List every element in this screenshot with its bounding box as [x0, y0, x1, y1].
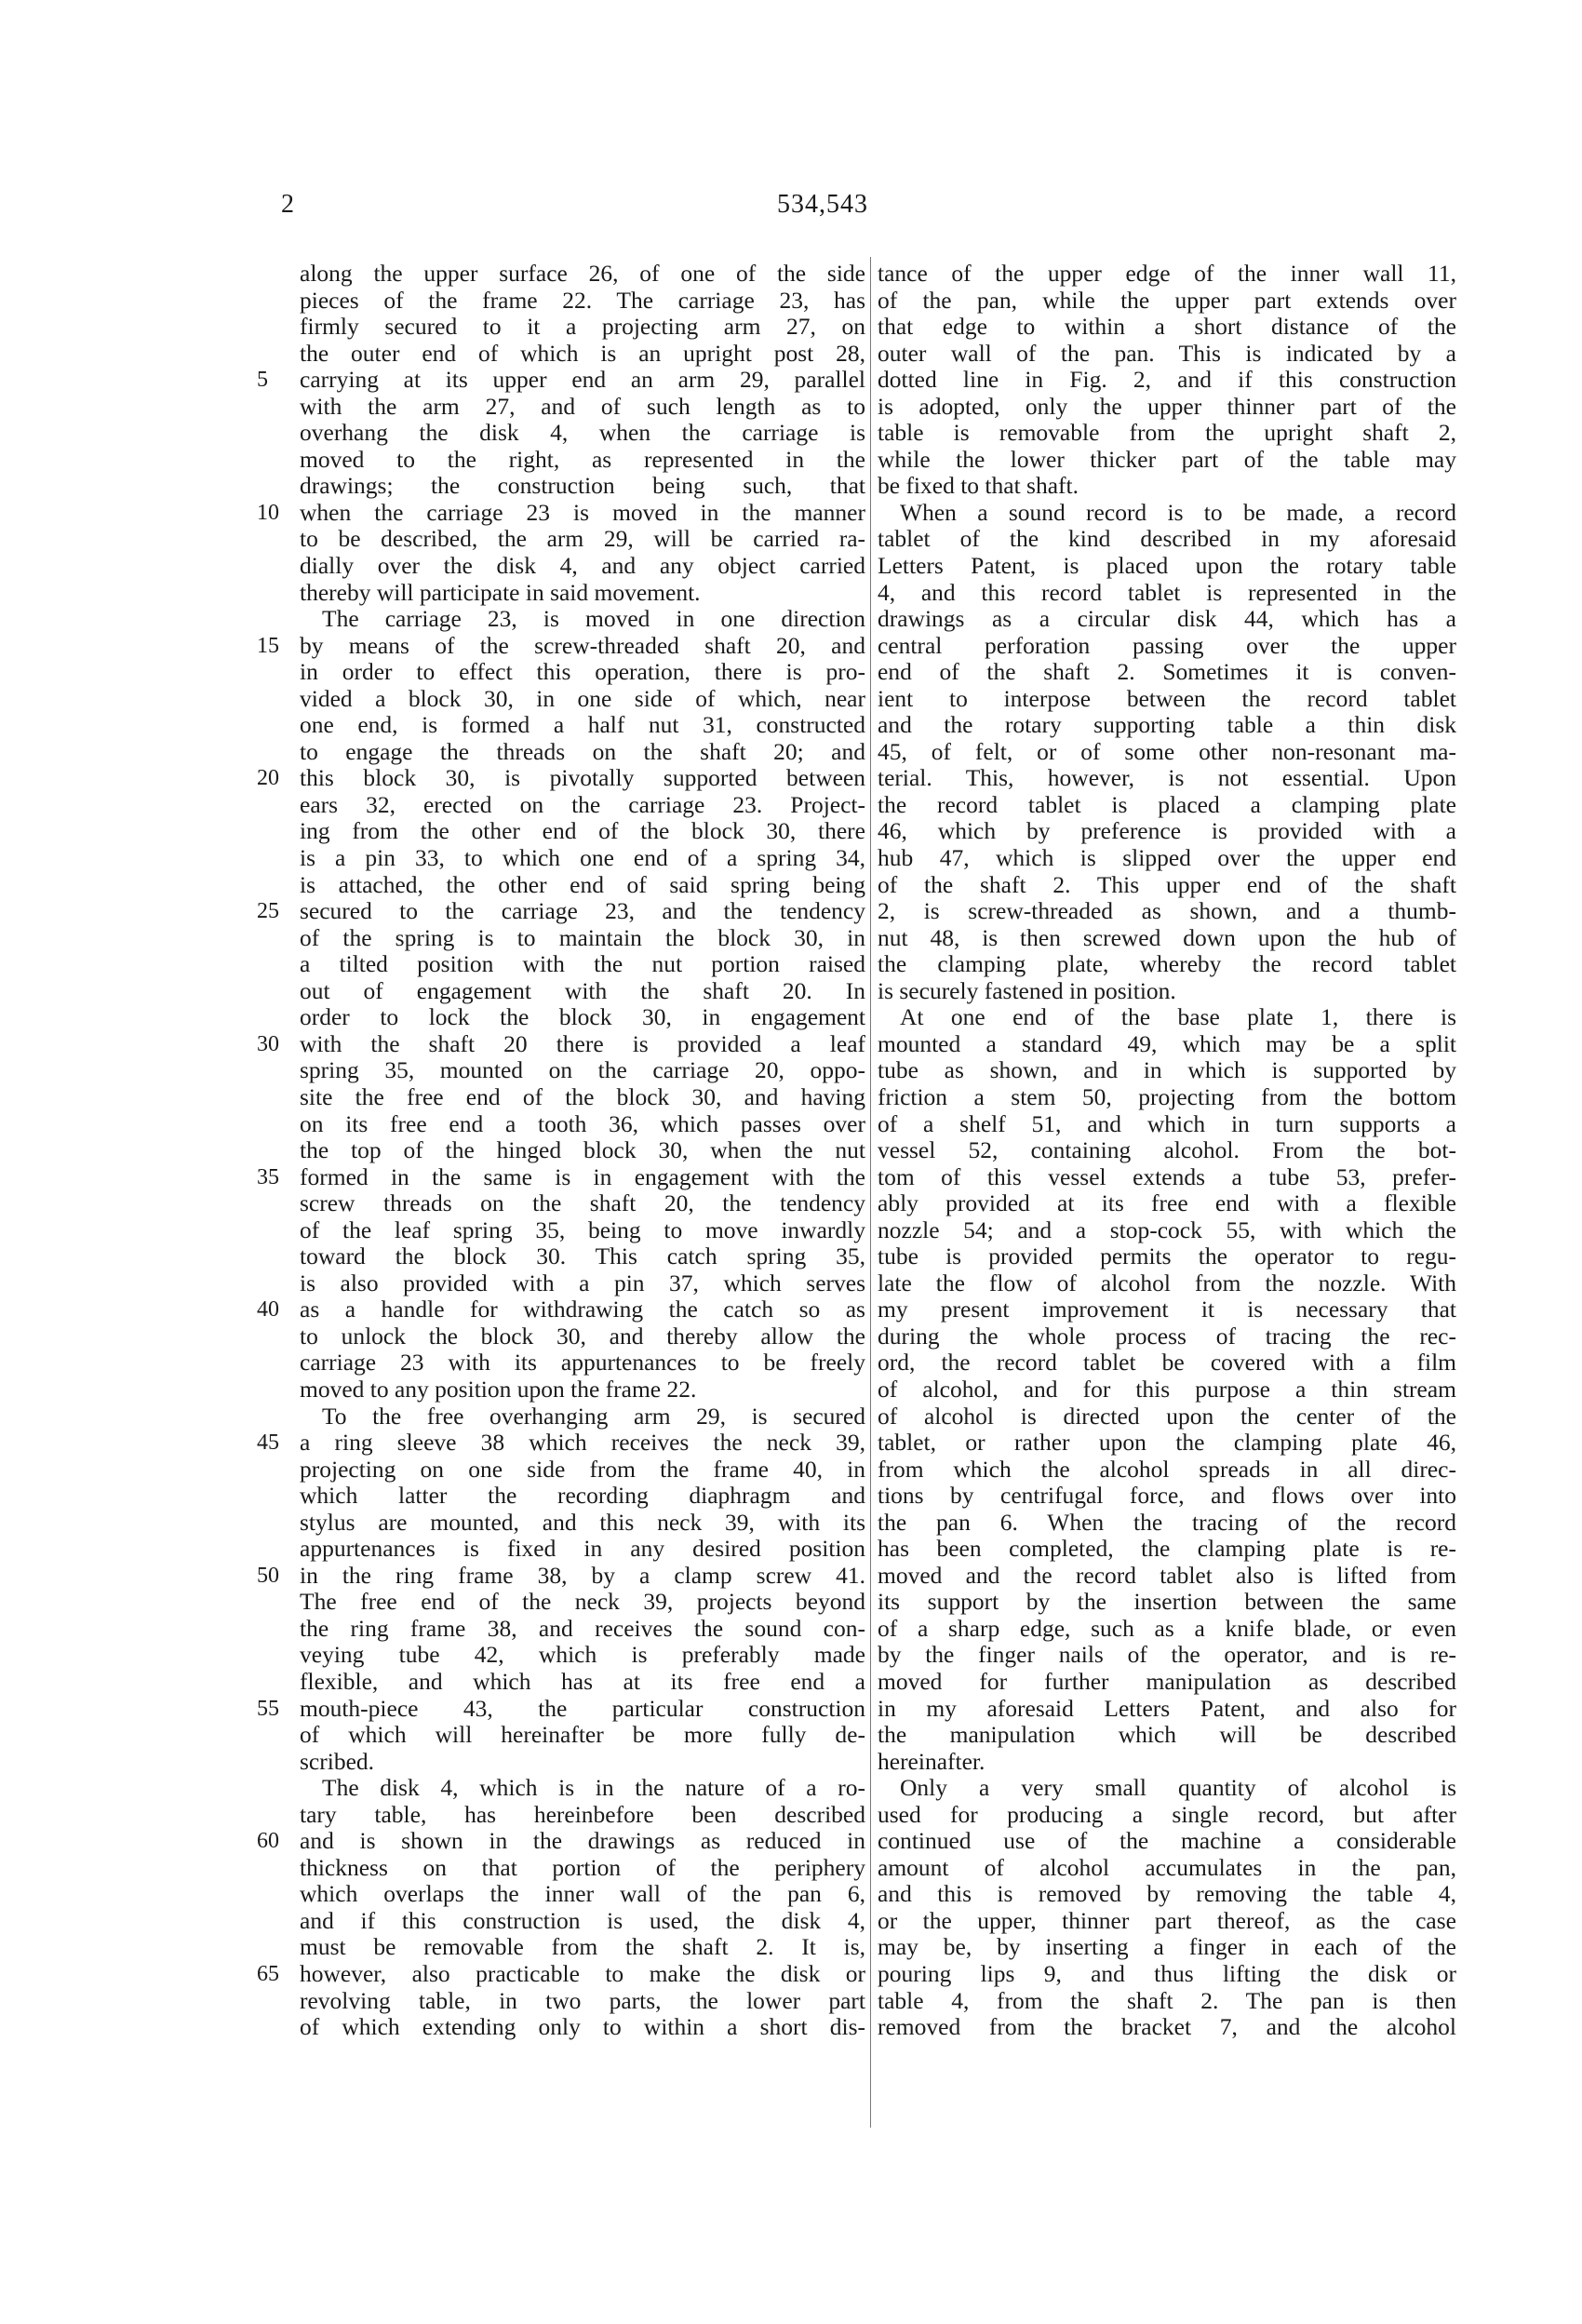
text-line-content: removed from the bracket 7, and the alcohol: [878, 2013, 1456, 2041]
text-line: [257, 897, 865, 925]
text-line-content: with the arm 27, and of such length as to: [300, 392, 865, 420]
text-line-content: continued use of the machine a considerable: [878, 1827, 1456, 1855]
text-line: [257, 631, 865, 660]
text-line-content: be fixed to that shaft.: [878, 472, 1079, 500]
text-line: [878, 420, 1456, 447]
text-line: [878, 1084, 1456, 1111]
text-line-content: during the whole process of tracing the rec-: [878, 1322, 1456, 1350]
text-line-content: Only a very small quantity of alcohol is: [900, 1774, 1456, 1802]
text-line: [878, 1536, 1456, 1563]
text-line-content: and if this construction is used, the disk 4,: [300, 1906, 865, 1934]
text-line: [878, 712, 1456, 739]
text-line: [878, 1057, 1456, 1084]
text-line-content: in my aforesaid Letters Patent, and also for: [878, 1694, 1456, 1722]
text-line: [300, 951, 865, 978]
text-line-content: carriage 23 with its appurtenances to be freely: [300, 1349, 865, 1377]
text-line: [878, 447, 1456, 474]
text-line: [878, 633, 1456, 660]
text-line-content: is adopted, only the upper thinner part of the: [878, 392, 1456, 420]
text-line: [300, 1350, 865, 1377]
text-line-content: mounted a standard 49, which may be a split: [878, 1029, 1456, 1057]
text-line: [300, 288, 865, 315]
text-line-content: may be, by inserting a finger in each of the: [878, 1933, 1456, 1961]
text-line-content: moved to the right, as represented in the: [300, 445, 865, 473]
text-line-content: revolving table, in two parts, the lower part: [300, 1986, 865, 2014]
text-line-content: is attached, the other end of said spring being: [300, 870, 865, 898]
text-line: [878, 1164, 1456, 1191]
text-line-content: nut 48, is then screwed down upon the hub of: [878, 923, 1456, 951]
text-line-content: ing from the other end of the block 30, there: [300, 817, 865, 845]
text-line-content: of alcohol, and for this purpose a thin stream: [878, 1375, 1456, 1403]
text-line-content: of the spring is to maintain the block 30, in: [300, 923, 865, 951]
text-line-content: of the shaft 2. This upper end of the shaft: [878, 870, 1456, 898]
text-line-content: formed in the same is in engagement with the: [300, 1162, 865, 1190]
text-line-content: site the free end of the block 30, and having: [300, 1082, 865, 1110]
text-line: [878, 1642, 1456, 1669]
line-number: 30: [257, 1031, 279, 1056]
line-number: 55: [257, 1696, 279, 1721]
text-line-content: when the carriage 23 is moved in the manner: [300, 498, 865, 526]
line-number: 45: [257, 1431, 279, 1456]
text-line: [300, 792, 865, 819]
text-line-content: tablet, or rather upon the clamping plate 46,: [878, 1429, 1456, 1457]
text-line: [878, 1270, 1456, 1297]
text-line: [300, 1190, 865, 1217]
text-line: [300, 1749, 865, 1776]
right-text-column: [878, 261, 1456, 2041]
text-line: [300, 1323, 865, 1350]
text-line-content: with the shaft 20 there is provided a leaf: [300, 1029, 865, 1057]
text-line: [300, 1270, 865, 1297]
line-number: 25: [257, 899, 279, 924]
text-line: [300, 447, 865, 474]
text-line: [878, 792, 1456, 819]
line-number: 20: [257, 766, 279, 791]
text-line: [300, 606, 865, 633]
text-line: [300, 818, 865, 845]
page-number: 2: [281, 190, 294, 219]
text-line: [878, 1031, 1456, 1058]
line-number: 65: [257, 1962, 279, 1986]
text-line-content: has been completed, the clamping plate is re-: [878, 1535, 1456, 1563]
text-line: [300, 1642, 865, 1669]
text-line: [300, 1111, 865, 1138]
text-line: [257, 498, 865, 527]
text-line-content: dially over the disk 4, and any object carried: [300, 552, 865, 580]
text-line-content: Letters Patent, is placed upon the rotary table: [878, 552, 1456, 580]
text-line-content: late the flow of alcohol from the nozzle. With: [878, 1269, 1456, 1296]
text-line-content: The free end of the neck 39, projects beyond: [300, 1588, 865, 1616]
text-line: [878, 1855, 1456, 1882]
text-line-content: to be described, the arm 29, will be carried ra-: [300, 525, 865, 553]
text-line-content: by the finger nails of the operator, and is re-: [878, 1641, 1456, 1669]
text-line: [300, 261, 865, 288]
text-line-content: the clamping plate, whereby the record tablet: [878, 950, 1456, 978]
text-line-content: by means of the screw-threaded shaft 20, and: [300, 631, 865, 659]
text-line: [878, 1217, 1456, 1244]
text-line: [300, 314, 865, 341]
text-line-content: tary table, has hereinbefore been described: [300, 1800, 865, 1828]
text-line-content: one end, is formed a half nut 31, constructed: [300, 711, 865, 739]
text-line-content: tube as shown, and in which is supported by: [878, 1056, 1456, 1084]
text-line-content: moved and the record tablet also is lifted from: [878, 1561, 1456, 1589]
text-line: [878, 1908, 1456, 1935]
text-line: [257, 1694, 865, 1723]
text-line-content: drawings as a circular disk 44, which has a: [878, 605, 1456, 633]
text-line: [257, 1162, 865, 1191]
text-line: [878, 1377, 1456, 1404]
text-line-content: in the ring frame 38, by a clamp screw 41.: [300, 1561, 865, 1589]
text-line: [878, 1111, 1456, 1138]
text-line-content: At one end of the base plate 1, there is: [900, 1003, 1456, 1031]
text-line-content: that edge to within a short distance of the: [878, 313, 1456, 341]
text-line: [878, 898, 1456, 925]
text-line-content: The disk 4, which is in the nature of a ro-: [322, 1774, 865, 1802]
text-line-content: a ring sleeve 38 which receives the neck 39,: [300, 1429, 865, 1457]
text-line-content: appurtenances is fixed in any desired position: [300, 1535, 865, 1563]
text-line: [878, 1669, 1456, 1696]
text-line-content: is also provided with a pin 37, which serves: [300, 1269, 865, 1296]
line-number: 10: [257, 500, 279, 525]
text-line-content: while the lower thicker part of the table may: [878, 445, 1456, 473]
text-line: [300, 553, 865, 580]
text-line: [300, 1802, 865, 1829]
text-line-content: 45, of felt, or of some other non-resonant ma-: [878, 737, 1456, 765]
text-line: [300, 2014, 865, 2041]
text-line-content: and this is removed by removing the table 4,: [878, 1880, 1456, 1908]
text-line-content: secured to the carriage 23, and the tendency: [300, 897, 865, 925]
text-line-content: 2, is screw-threaded as shown, and a thumb-: [878, 897, 1456, 925]
text-line-content: or the upper, thinner part thereof, as the case: [878, 1906, 1456, 1934]
text-line: [878, 1004, 1456, 1031]
text-line-content: of which extending only to within a short dis-: [300, 2013, 865, 2041]
text-line-content: to engage the threads on the shaft 20; and: [300, 737, 865, 765]
text-line-content: ably provided at its free end with a flexible: [878, 1189, 1456, 1217]
text-line: [300, 473, 865, 500]
text-line: [878, 1563, 1456, 1590]
text-line-content: used for producing a single record, but after: [878, 1800, 1456, 1828]
text-line: [300, 686, 865, 713]
text-line-content: pieces of the frame 22. The carriage 23, has: [300, 286, 865, 314]
text-line: [878, 1430, 1456, 1457]
text-line-content: veying tube 42, which is preferably made: [300, 1641, 865, 1669]
text-line: [257, 1296, 865, 1323]
text-line: [300, 1616, 865, 1643]
text-line-content: from which the alcohol spreads in all direc-: [878, 1455, 1456, 1483]
text-line-content: however, also practicable to make the disk or: [300, 1960, 865, 1987]
text-line: [257, 366, 865, 394]
text-line: [878, 2014, 1456, 2041]
text-line: [300, 1377, 865, 1404]
text-line: [878, 739, 1456, 766]
text-line: [300, 580, 865, 607]
text-line: [878, 1934, 1456, 1961]
text-line: [878, 1190, 1456, 1217]
text-line: [300, 739, 865, 766]
text-line-content: which latter the recording diaphragm and: [300, 1482, 865, 1510]
text-line: [878, 288, 1456, 315]
text-line-content: The carriage 23, is moved in one direction: [322, 605, 865, 633]
text-line-content: its support by the insertion between the same: [878, 1588, 1456, 1616]
text-line-content: order to lock the block 30, in engagement: [300, 1003, 865, 1031]
text-line: [300, 1004, 865, 1031]
text-line: [878, 367, 1456, 394]
text-line-content: tablet of the kind described in my aforesaid: [878, 525, 1456, 553]
text-line-content: is securely fastened in position.: [878, 976, 1176, 1004]
text-line: [878, 1775, 1456, 1802]
text-line-content: ient to interpose between the record tablet: [878, 684, 1456, 712]
text-line: [300, 1457, 865, 1484]
text-line: [878, 818, 1456, 845]
text-line: [878, 1802, 1456, 1829]
text-line: [300, 845, 865, 872]
text-line: [300, 1881, 865, 1908]
text-line-content: nozzle 54; and a stop-cock 55, with which the: [878, 1216, 1456, 1243]
text-line: [878, 526, 1456, 553]
text-line: [257, 1429, 865, 1457]
text-line: [878, 1589, 1456, 1616]
text-line-content: the pan 6. When the tracing of the record: [878, 1508, 1456, 1536]
text-line-content: the manipulation which will be described: [878, 1721, 1456, 1749]
line-number: 5: [257, 368, 268, 393]
text-line: [878, 1510, 1456, 1537]
text-line: [300, 526, 865, 553]
text-line-content: the record tablet is placed a clamping plate: [878, 790, 1456, 818]
text-line: [300, 925, 865, 952]
text-line-content: the outer end of which is an upright post 28,: [300, 339, 865, 367]
text-line: [878, 1323, 1456, 1350]
text-line: [878, 1296, 1456, 1323]
text-line-content: amount of alcohol accumulates in the pan,: [878, 1853, 1456, 1881]
text-line-content: overhang the disk 4, when the carriage is: [300, 419, 865, 447]
text-line-content: hub 47, which is slipped over the upper end: [878, 844, 1456, 872]
text-line-content: the top of the hinged block 30, when the nut: [300, 1136, 865, 1164]
text-line-content: screw threads on the shaft 20, the tendency: [300, 1189, 865, 1217]
text-line: [878, 1243, 1456, 1270]
text-line: [878, 1881, 1456, 1908]
text-line-content: tube is provided permits the operator to regu-: [878, 1243, 1456, 1270]
text-line: [878, 686, 1456, 713]
text-line-content: tance of the upper edge of the inner wall 11,: [878, 260, 1456, 287]
text-line-content: toward the block 30. This catch spring 35,: [300, 1243, 865, 1270]
text-line-content: projecting on one side from the frame 40, in: [300, 1455, 865, 1483]
text-line-content: is a pin 33, to which one end of a spring 34,: [300, 844, 865, 872]
text-line-content: To the free overhanging arm 29, is secured: [322, 1402, 865, 1430]
text-line: [300, 1589, 865, 1616]
text-line-content: friction a stem 50, projecting from the bottom: [878, 1082, 1456, 1110]
text-line: [878, 978, 1456, 1005]
text-line: [300, 1404, 865, 1431]
text-line: [878, 500, 1456, 527]
text-line-content: vided a block 30, in one side of which, near: [300, 684, 865, 712]
text-line: [257, 1029, 865, 1058]
text-line: [878, 341, 1456, 368]
line-number: 15: [257, 633, 279, 658]
text-line: [300, 1057, 865, 1084]
text-line: [878, 580, 1456, 607]
text-line: [878, 1457, 1456, 1484]
text-line-content: in order to effect this operation, there is pro-: [300, 658, 865, 686]
text-line-content: to unlock the block 30, and thereby allow the: [300, 1322, 865, 1350]
text-line-content: the ring frame 38, and receives the sound con-: [300, 1614, 865, 1642]
text-line-content: ears 32, erected on the carriage 23. Project-: [300, 790, 865, 818]
text-line: [878, 845, 1456, 872]
text-line: [257, 1827, 865, 1855]
text-line-content: of the pan, while the upper part extends over: [878, 286, 1456, 314]
text-line: [300, 394, 865, 421]
text-line-content: vessel 52, containing alcohol. From the bot-: [878, 1136, 1456, 1164]
text-line: [300, 1988, 865, 2015]
left-text-column: [257, 260, 865, 2041]
line-number: 60: [257, 1829, 279, 1854]
text-line-content: dotted line in Fig. 2, and if this construction: [878, 366, 1456, 394]
text-line: [878, 1961, 1456, 1988]
text-line: [300, 1510, 865, 1537]
text-line-content: and is shown in the drawings as reduced in: [300, 1827, 865, 1855]
text-line: [300, 1855, 865, 1882]
text-line: [878, 261, 1456, 288]
text-line: [300, 1536, 865, 1563]
text-line-content: mouth-piece 43, the particular construction: [300, 1694, 865, 1722]
patent-number: 534,543: [777, 190, 868, 219]
text-line-content: of a sharp edge, such as a knife blade, or even: [878, 1614, 1456, 1642]
text-line-content: thereby will participate in said movement.: [300, 578, 701, 606]
text-line-content: When a sound record is to be made, a record: [900, 498, 1456, 526]
line-number: 40: [257, 1297, 279, 1323]
text-line: [300, 1137, 865, 1164]
text-line-content: ord, the record tablet be covered with a film: [878, 1349, 1456, 1377]
text-line: [300, 1243, 865, 1270]
text-line-content: hereinafter.: [878, 1747, 985, 1775]
text-line-content: must be removable from the shaft 2. It is,: [300, 1933, 865, 1961]
text-line: [878, 1404, 1456, 1431]
text-line-content: and the rotary supporting table a thin disk: [878, 711, 1456, 739]
text-line: [300, 1722, 865, 1749]
text-line-content: flexible, and which has at its free end a: [300, 1667, 865, 1695]
text-line: [878, 1137, 1456, 1164]
text-line-content: of which will hereinafter be more fully de-: [300, 1721, 865, 1749]
text-line: [878, 314, 1456, 341]
line-number: 35: [257, 1164, 279, 1189]
text-line-content: of a shelf 51, and which in turn supports a: [878, 1109, 1456, 1137]
text-line-content: firmly secured to it a projecting arm 27, on: [300, 313, 865, 341]
text-line: [878, 872, 1456, 899]
text-line-content: 4, and this record tablet is represented in the: [878, 578, 1456, 606]
text-line: [300, 1775, 865, 1802]
text-line-content: carrying at its upper end an arm 29, parallel: [300, 366, 865, 394]
text-line: [257, 1561, 865, 1590]
text-line: [300, 1084, 865, 1111]
text-line: [300, 1483, 865, 1510]
text-line-content: scribed.: [300, 1747, 375, 1775]
text-line: [878, 1828, 1456, 1855]
text-line: [878, 606, 1456, 633]
text-line-content: drawings; the construction being such, that: [300, 472, 865, 500]
text-line: [300, 1217, 865, 1244]
text-line-content: central perforation passing over the upper: [878, 631, 1456, 659]
text-line: [300, 1934, 865, 1961]
text-line: [300, 872, 865, 899]
text-line: [300, 712, 865, 739]
text-line: [300, 341, 865, 368]
text-line: [878, 1722, 1456, 1749]
text-line-content: a tilted position with the nut portion raised: [300, 950, 865, 978]
text-line-content: as a handle for withdrawing the catch so as: [300, 1296, 865, 1323]
column-divider: [870, 257, 871, 2128]
text-line: [878, 394, 1456, 421]
text-line-content: table is removable from the upright shaft 2,: [878, 419, 1456, 447]
text-line: [257, 1960, 865, 1988]
text-line-content: of the leaf spring 35, being to move inwardly: [300, 1216, 865, 1243]
text-line-content: end of the shaft 2. Sometimes it is conven-: [878, 658, 1456, 686]
text-line: [257, 764, 865, 792]
text-line-content: tom of this vessel extends a tube 53, prefer-: [878, 1162, 1456, 1190]
text-line: [878, 951, 1456, 978]
text-line: [300, 659, 865, 686]
text-line-content: thickness on that portion of the periphery: [300, 1853, 865, 1881]
text-line: [878, 553, 1456, 580]
text-line-content: stylus are mounted, and this neck 39, with its: [300, 1508, 865, 1536]
text-line: [878, 473, 1456, 500]
text-line-content: terial. This, however, is not essential. Upon: [878, 764, 1456, 792]
text-line-content: outer wall of the pan. This is indicated by a: [878, 339, 1456, 367]
text-line: [300, 1669, 865, 1696]
text-line-content: moved to any position upon the frame 22.: [300, 1375, 697, 1403]
text-line: [300, 978, 865, 1005]
text-line-content: out of engagement with the shaft 20. In: [300, 976, 865, 1004]
text-line: [878, 1483, 1456, 1510]
text-line-content: spring 35, mounted on the carriage 20, oppo-: [300, 1056, 865, 1084]
text-line-content: my present improvement it is necessary that: [878, 1296, 1456, 1323]
text-line: [878, 1350, 1456, 1377]
text-line-content: pouring lips 9, and thus lifting the disk or: [878, 1960, 1456, 1987]
text-line-content: this block 30, is pivotally supported between: [300, 764, 865, 792]
text-line-content: 46, which by preference is provided with a: [878, 817, 1456, 845]
text-line: [878, 1749, 1456, 1776]
text-line-content: of alcohol is directed upon the center of the: [878, 1402, 1456, 1430]
text-line: [300, 1908, 865, 1935]
text-line: [878, 925, 1456, 952]
text-line: [878, 659, 1456, 686]
text-line: [878, 1696, 1456, 1723]
text-line-content: table 4, from the shaft 2. The pan is then: [878, 1986, 1456, 2014]
text-line-content: on its free end a tooth 36, which passes over: [300, 1109, 865, 1137]
text-line: [300, 420, 865, 447]
text-line: [878, 1988, 1456, 2015]
text-line-content: moved for further manipulation as described: [878, 1667, 1456, 1695]
line-number: 50: [257, 1563, 279, 1588]
text-line-content: which overlaps the inner wall of the pan 6,: [300, 1880, 865, 1908]
text-line-content: tions by centrifugal force, and flows over into: [878, 1482, 1456, 1510]
text-line: [878, 765, 1456, 792]
text-line-content: along the upper surface 26, of one of the side: [300, 260, 865, 287]
text-line: [878, 1616, 1456, 1643]
